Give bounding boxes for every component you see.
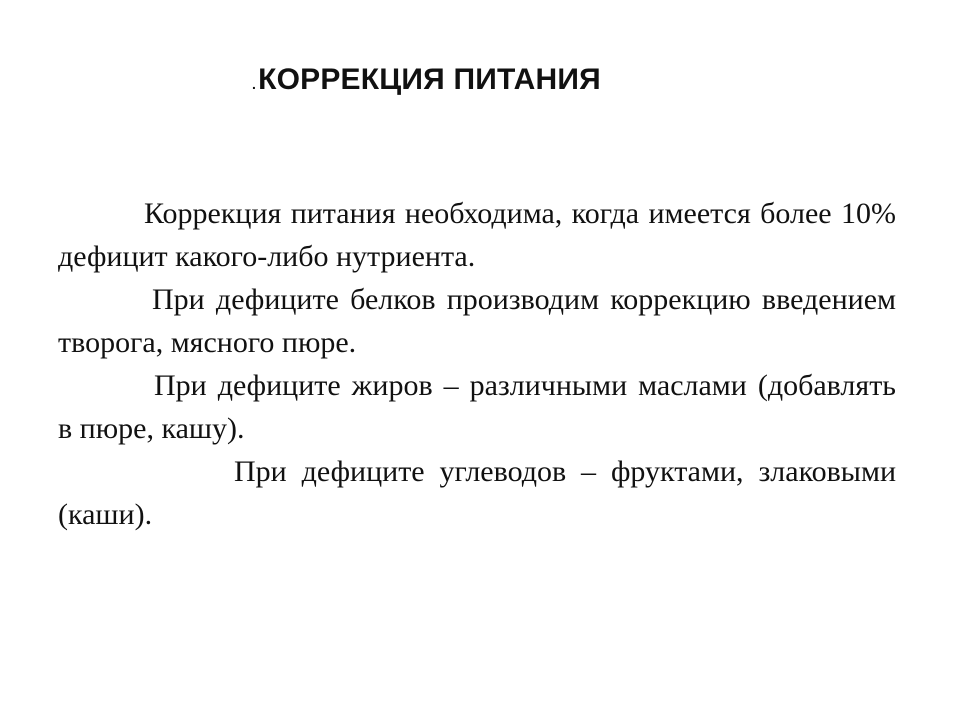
slide-body	[58, 192, 896, 536]
title-text: КОРРЕКЦИЯ ПИТАНИЯ	[258, 63, 601, 96]
slide-title	[252, 58, 601, 106]
title-prefix-dot: .	[252, 76, 257, 92]
paragraph-general-correction: Коррекция питания необходима, когда имеется более 10% дефицит какого-либо нутриента.	[58, 197, 896, 273]
paragraph-carbohydrate-deficit: При дефиците углеводов – фруктами, злаковыми (каши).	[58, 455, 896, 531]
paragraph-protein-deficit: При дефиците белков производим коррекцию введением творога, мясного пюре.	[58, 283, 896, 359]
paragraph-fat-deficit: При дефиците жиров – различными маслами (добавлять в пюре, кашу).	[58, 369, 896, 445]
